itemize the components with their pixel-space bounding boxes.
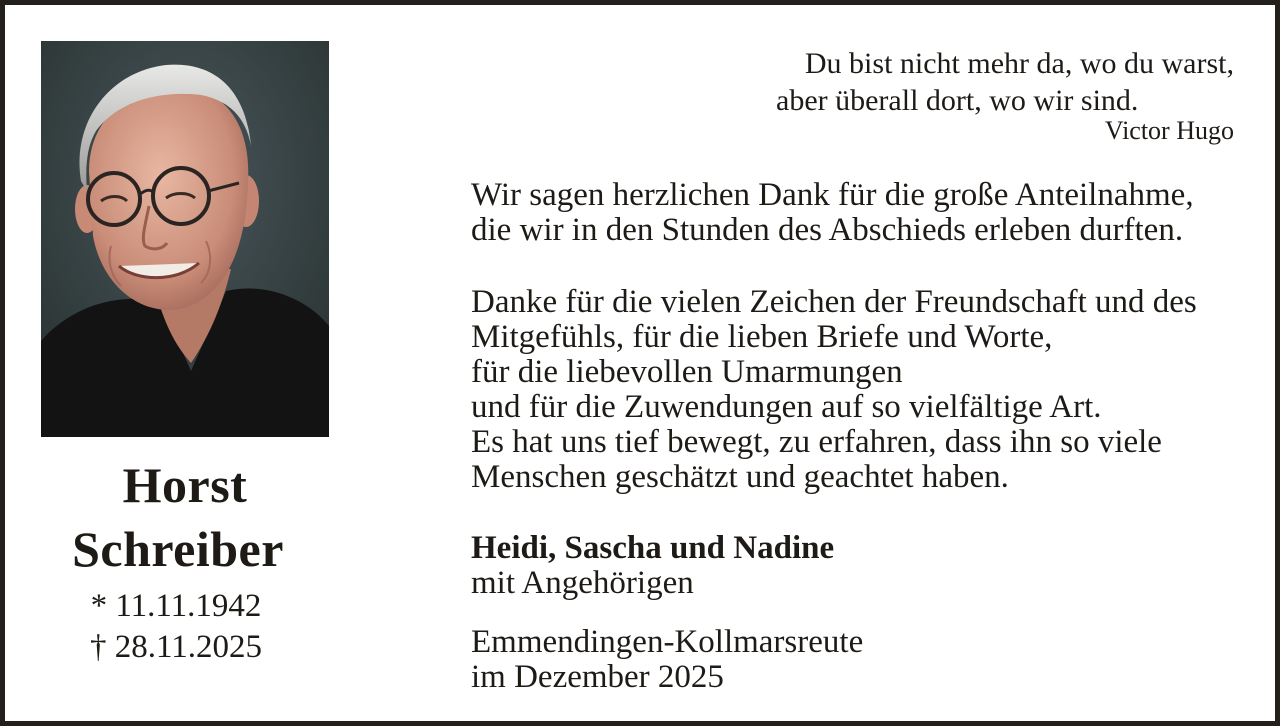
thanks-paragraph-2 [471, 285, 1271, 495]
portrait-photo-illustration [41, 41, 329, 437]
birth-date: * 11.11.1942 [90, 588, 262, 624]
quote-author: Victor Hugo [1104, 116, 1234, 145]
deceased-last-name: Schreiber [72, 521, 284, 577]
paragraph-line: Mitgefühls, für die lieben Briefe und Worte, [471, 319, 1053, 355]
death-date: † 28.11.2025 [89, 629, 263, 665]
paragraph-line: für die liebevollen Umarmungen [471, 354, 903, 390]
place-and-date [471, 625, 1271, 695]
paragraph-line: Danke für die vielen Zeichen der Freundschaft und des [471, 284, 1197, 320]
deceased-first-name: Horst [122, 457, 248, 513]
paragraph-line: die wir in den Stunden des Abschieds erleben durften. [471, 212, 1184, 248]
quote-line: Du bist nicht mehr da, wo du warst, [804, 47, 1234, 80]
signers [471, 531, 1271, 601]
signer-names: Heidi, Sascha und Nadine [471, 530, 835, 566]
paragraph-line: Menschen geschätzt und geachtet haben. [471, 459, 1009, 495]
thanks-paragraph-1 [471, 178, 1271, 248]
quote-line: aber überall dort, wo wir sind. [776, 84, 1139, 117]
paragraph-line: Wir sagen herzlichen Dank für die große Anteilnahme, [471, 177, 1194, 213]
place-location: Emmendingen-Kollmarsreute [471, 624, 864, 660]
paragraph-line: Es hat uns tief bewegt, zu erfahren, dass ihn so viele [471, 424, 1162, 460]
place-date: im Dezember 2025 [471, 659, 724, 695]
signer-relatives: mit Angehörigen [471, 565, 694, 601]
quote [714, 45, 1234, 119]
portrait-photo [41, 41, 329, 437]
paragraph-line: und für die Zuwendungen auf so vielfältige Art. [471, 389, 1102, 425]
